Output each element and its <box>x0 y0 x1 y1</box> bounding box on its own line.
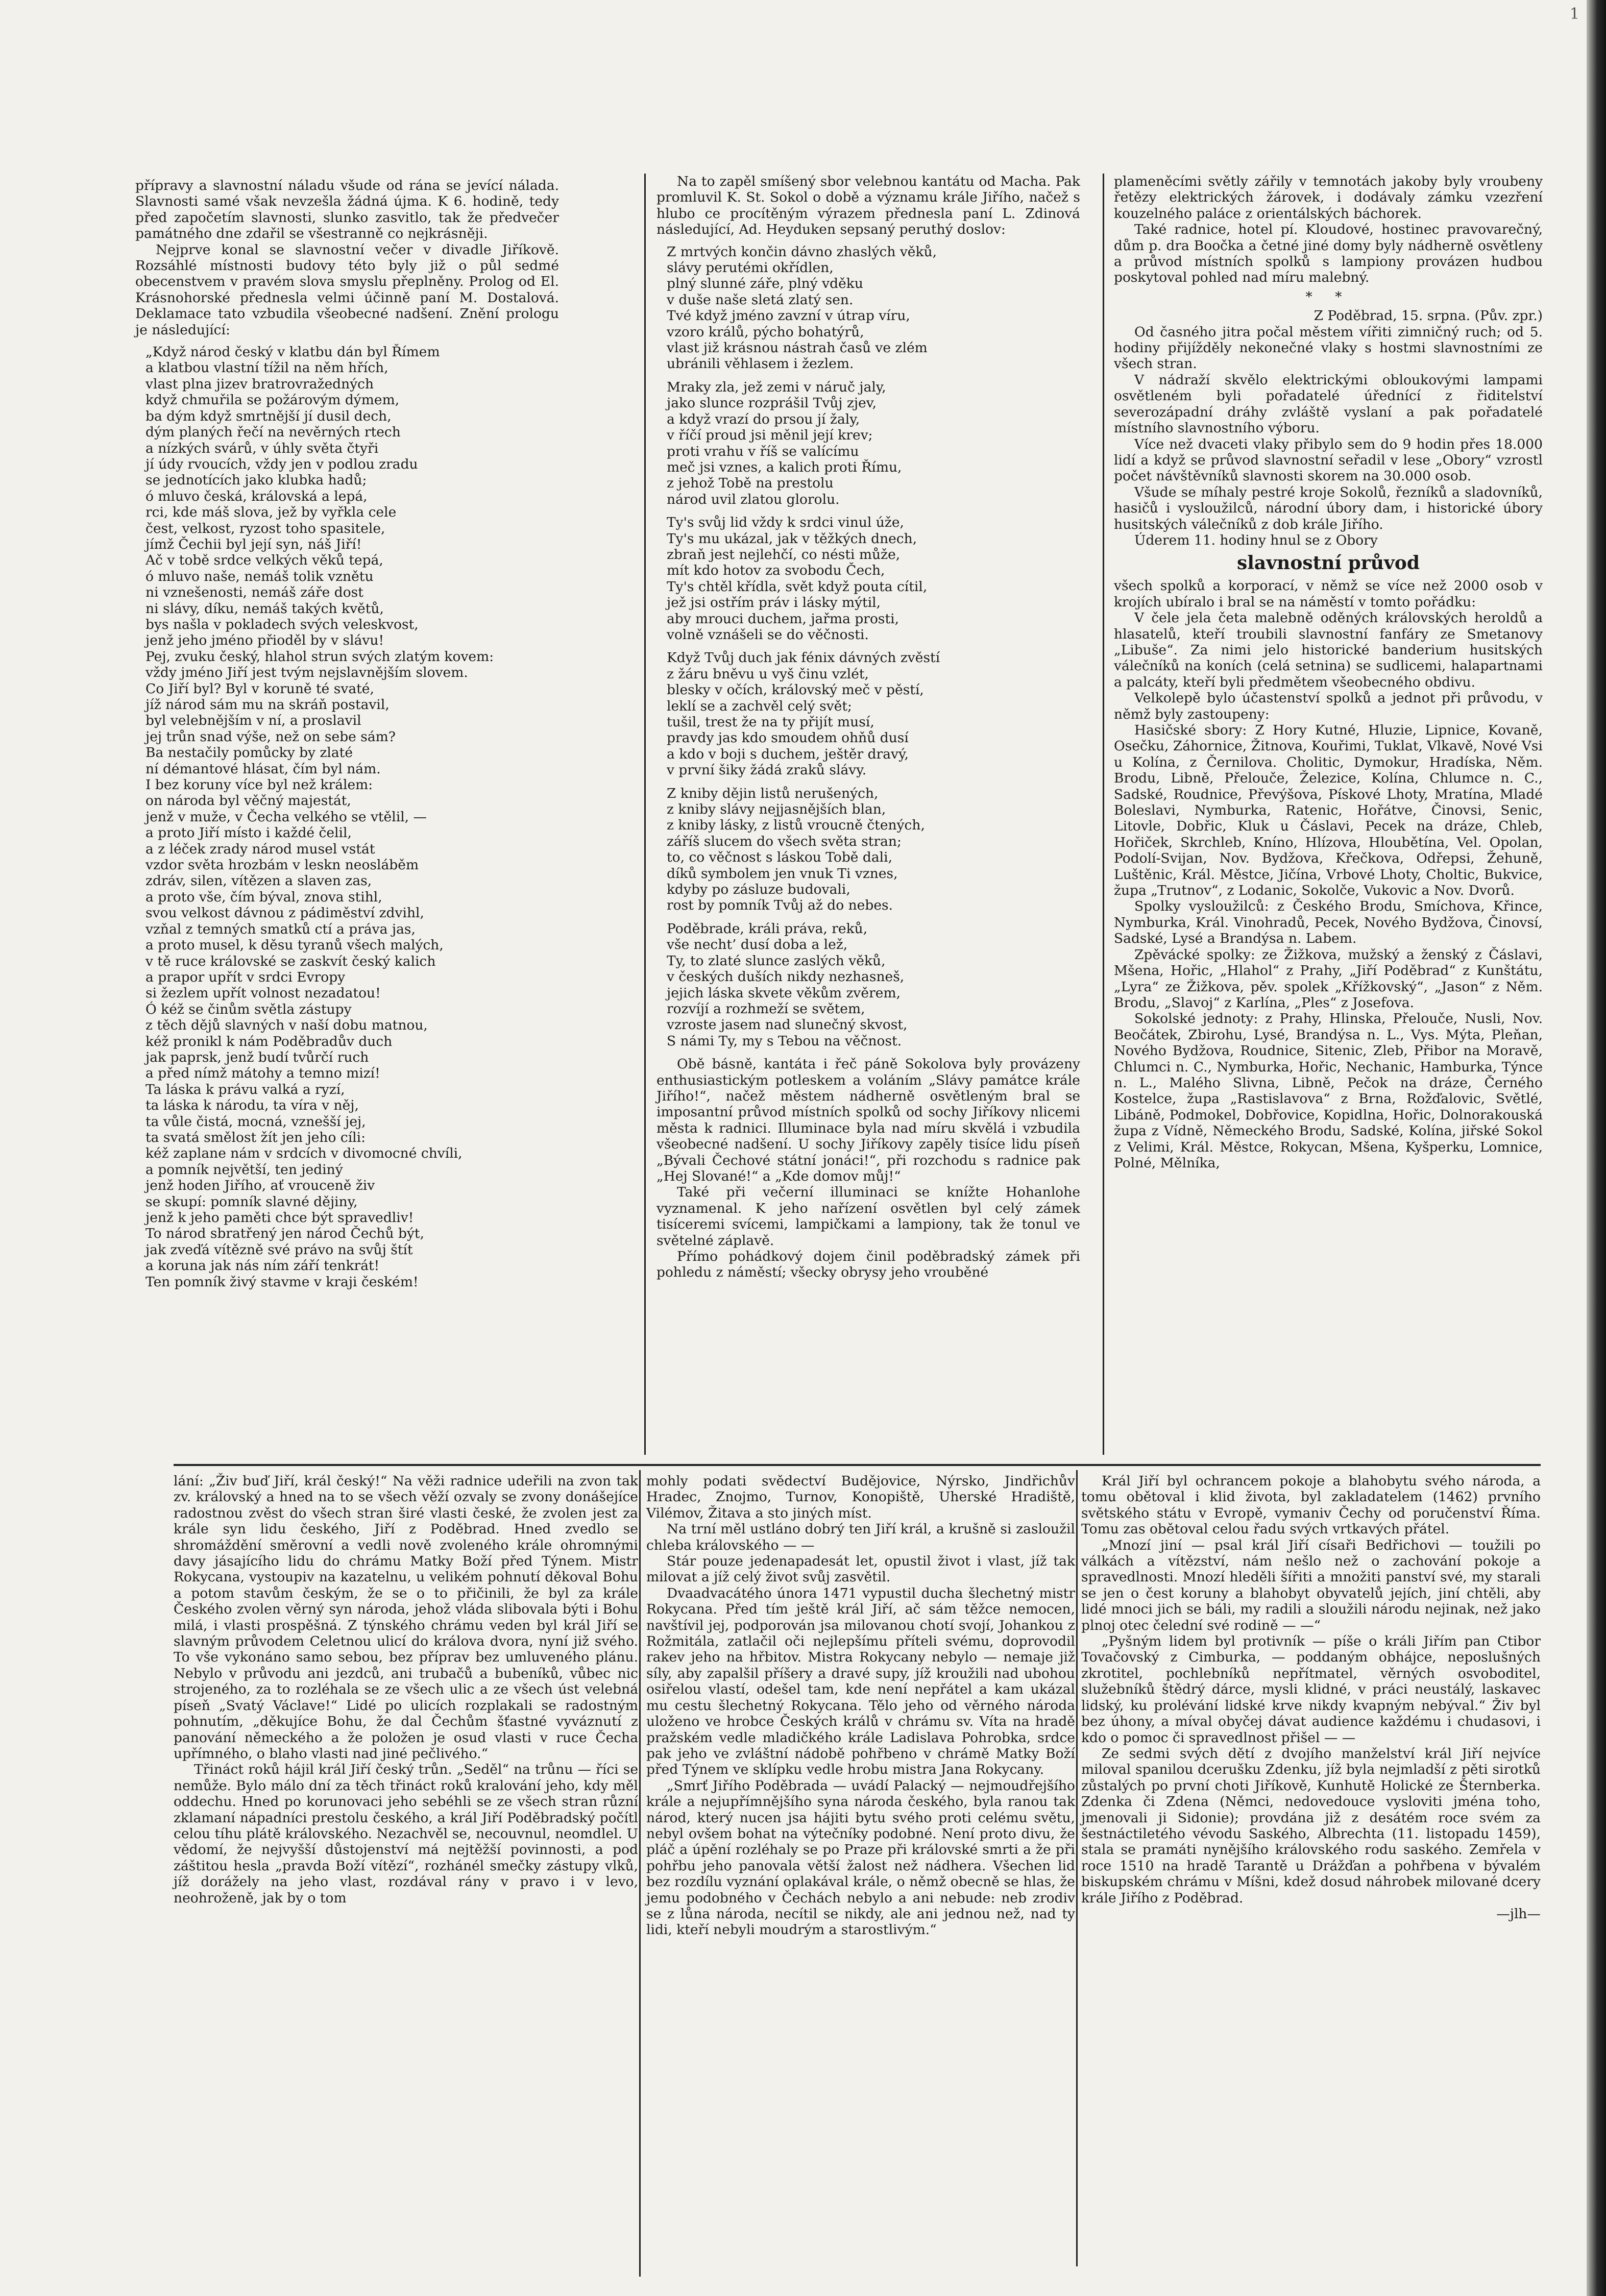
paragraph: Na trní měl ustláno dobrý ten Jiří král, a krušně si zasloužil chleba královského — — <box>646 1521 1075 1553</box>
paragraph: Zpěvácké spolky: ze Žižkova, mužský a ženský z Čáslavi, Mšena, Hořic, „Hlahol“ z Prahy, „Jiří Poděbrad“ z Kunštátu, „Lyra“ ze Žižkova, pěv. spolek „Křížkovský“, „Jason“ z Něm. Brodu, „Slavoj“ z Karlína, „Ples“ z Josefova. <box>1114 946 1543 1011</box>
paragraph: Král Jiří byl ochrancem pokoje a blahobytu svého národa, a tomu obětoval i klid života, byl zakladatelem (1462) prvního světského státu v Evropě, vymaniv Čechy od poručenství Říma. Tomu zas obětoval celou řadu svých vrtkavých přátel. <box>1081 1473 1541 1537</box>
poem-stanza: Když Tvůj duch jak fénix dávných zvěstí z žáru bněvu u vyš činu vzlét, blesky v očích, královský meč v pěstí, leklí se a zachvěl celý svět; tušil, trest že na ty přijít musí, pravdy jas kdo smoudem ohňů dusí a kdo v boji s duchem, ještěr dravý, v první šiky žádá zraků slávy. <box>667 650 940 778</box>
lower-column-3 <box>1081 1473 1541 1922</box>
upper-column-2 <box>656 174 1080 1281</box>
paragraph: Nejprve konal se slavnostní večer v divadle Jiříkově. Rozsáhlé místnosti budovy této byly již o půl sedmé obecenstvem v pravém slova smyslu přeplněny. Prolog od El. Krásnohorské přednesla velmi účinně paní M. Dostalová. Deklamace tato vzbudila všeobecné nadšení. Znění prologu je následující: <box>135 241 559 338</box>
paragraph: Velkolepě bylo účastenství spolků a jednot při průvodu, v němž byly zastoupeny: <box>1114 690 1543 722</box>
poem-stanza: Mraky zla, jež zemi v náruč jaly, jako slunce rozprášil Tvůj zjev, a když vrazí do prsou jí žaly, v říčí proud jsi měnil její krev; proti vrahu v říš se valícímu meč jsi vznes, a kalich proti Římu, z jehož Tobě na prestolu národ uvil zlatou glorolu. <box>667 379 902 507</box>
upper-column-1 <box>135 178 559 1297</box>
paragraph: Obě básně, kantáta i řeč páně Sokolova byly provázeny enthusiastickým potleskem a voláním „Slávy památce krále Jiřího!“, načež městem nádherně osvětleným bral se imposantní průvod místních spolků od sochy Jiříkovy nlicemi města k radnici. Illuminace byla nad míru skvělá i vzbudila všeobecné nadšení. U sochy Jiříkovy zapěly tisíce lidu píseň „Bývali Čechové státní jonáci!“, při rozchodu s radnice pak „Hej Slované!“ a „Kde domov můj!“ <box>656 1056 1080 1184</box>
paragraph: „Smrť Jiřího Poděbrada — uvádí Palacký — nejmoudřejšího krále a nejupřímnějšího syna národa českého, byla ranou tak národ, který nucen jsa hájiti bytu svého proti celému světu, nebyl ovšem bohat na výtečníky podobné. Není proto divu, že pláč a úpění rozléhaly se po Praze při královské smrti a že při pohřbu jeho panovala větší žalost než nádhera. Všechen lid bez rozdílu vyznání oplakával krále, o němž obecně se hlas, že jemu podobného v Čechách nebylo a ani nebude: neb zrodiv se z lůna národa, necítil se nikdy, ale ani jednou než, nad ty lidi, kteří nebyli moudrým a starostlivým.“ <box>646 1777 1075 1938</box>
paragraph: V čele jela četa malebně oděných královských heroldů a hlasatelů, kteří troubili slavnostní fanfáry ze Smetanovy „Libuše“. Za nimi jelo historické banderium husitských válečníků na koních (celá setnina) se sudlicemi, halapartnami a palcáty, kteří byli předmětem všeobecného obdivu. <box>1114 610 1543 690</box>
paragraph: Hasičské sbory: Z Hory Kutné, Hluzie, Lipnice, Kovaně, Osečku, Záhornice, Žitnova, Kouřimi, Tuklat, Vlkavě, Nové Vsi u Kolína, z Černilova. Cholitic, Dymokur, Hradíska, Něm. Brodu, Libně, Přelouče, Železice, Kolína, Chlumce n. C., Sadské, Roudnice, Převýšova, Pískové Lhoty, Mratína, Mladé Boleslavi, Nymburka, Ratenic, Hořátve, Činovsi, Senic, Litovle, Dobřic, Kluk u Čáslavi, Pecek na dráze, Chleb, Hořiček, Skrchleb, Kníno, Hlízova, Hloubětína, Vel. Opolan, Podolí-Svijan, Nov. Bydžova, Křečkova, Odřepsi, Žehuně, Luštěnic, Král. Městce, Jičína, Vrbové Lhoty, Choltic, Bukvice, župa „Trutnov“, z Lodanic, Sokolče, Vukovic a Nov. Dvorů. <box>1114 722 1543 899</box>
paragraph: Také radnice, hotel pí. Kloudové, hostinec pravovarečný, dům p. dra Boočka a četné jiné domy byly nádherně osvětleny a průvod místních spolků s lampiony provázen hudbou poskytoval pohled nad míru malebný. <box>1114 222 1543 286</box>
poem-stanza: Poděbrade, králi práva, reků, vše necht’ dusí doba a lež, Ty, to zlaté slunce zaslých věků, v českých duších nikdy nezhasneš, jejich láska skvete věkům zvěrem, rozvíjí a rozhmeží se světem, vzroste jasem nad slunečný skvost, S námi Ty, my s Tebou na věčnost. <box>667 920 908 1049</box>
lower-column-1 <box>174 1473 638 1906</box>
upper-column-3 <box>1114 174 1543 1171</box>
paragraph: Spolky vysloužilců: z Českého Brodu, Smíchova, Křince, Nymburka, Král. Vinohradů, Pecek, Nového Bydžova, Činovsí, Sadské, Lysé a Brandýsa n. Labem. <box>1114 898 1543 947</box>
paragraph: Od časného jitra počal městem vířiti zimničný ruch; od 5. hodiny přijížděly nekonečné vlaky s hostmi slavnostními ze všech stran. <box>1114 324 1543 372</box>
paragraph: mohly podati svědectví Budějovice, Nýrsko, Jindřichův Hradec, Znojmo, Turnov, Konopiště, Uherské Hradiště, Vilémov, Žitava a sto jiných míst. <box>646 1473 1075 1521</box>
section-heading: slavnostní průvod <box>1236 552 1420 574</box>
paragraph: přípravy a slavnostní náladu všude od rána se jevící nálada. Slavnosti samé však nevzešla žádná újma. K 6. hodině, tedy před započetím slavnosti, slunko zasvitlo, tak že předvečer památného dne zdařil se všestranně co nejkrásněji. <box>135 178 559 242</box>
paragraph: Také při večerní illuminaci se knížte Hohanlohe vyznamenal. K jeho nařízení osvětlen byl celý zámek tisíceremi svícemi, lampičkami a lampiony, tak že tonul ve světelné záplavě. <box>656 1184 1080 1249</box>
author-signature: —jlh— <box>1496 1906 1541 1922</box>
paragraph: Dvaadvacátého února 1471 vypustil ducha šlechetný mistr Rokycana. Před tím ještě král Jiří, ač sám těžce nemocen, navštívil jej, podporován jsa milovanou chotí svojí, Johankou z Rožmitála, zatlačil oči nejlepšímu příteli svému, doprovodil rakev jeho na hřbitov. Mistra Rokycany nebylo — nemaje již síly, aby zapalšil příšery a dravé supy, jíž kroužili nad ubohou osiřelou vlastí, odešel tam, kde není nepřátel a kam ukázal mu cestu šlechetný Rokycana. Tělo jeho od věrného národa uloženo ve hrobce Českých králů v chrámu sv. Víta na hradě pražském vedle mladičkého krále Ladislava Pohrobka, srdce pak jeho ve zvláštní nádobě pohřbeno v chrámě Matky Boží před Týnem ve sklípku vedle hrobu mistra Jana Rokycany. <box>646 1585 1075 1778</box>
scan-edge <box>1587 0 1606 2296</box>
poem-stanza: Z kniby dějin listů nerušených, z kniby slávy nejjasnějších blan, z kniby lásky, z listů vroucně čtených, záříš slucem do všech světa stran; to, co věčnost s láskou Tobě dali, díků symbolem jen vnuk Ti vznes, kdyby po zásluze budovali, rost by pomník Tvůj až do nebes. <box>667 785 925 914</box>
paragraph: všech spolků a korporací, v němž se více než 2000 osob v krojích ubíralo i bral se na náměstí v tomto pořádku: <box>1114 578 1543 610</box>
paragraph: V nádraží skvělo elektrickými obloukovými lampami osvětleném byli pořadatelé úřednící z řiditelství severozápadní dráhy zvláště vyslaní a pak pořadatelé místního slavnostního výboru. <box>1114 372 1543 436</box>
paragraph: Přímo pohádkový dojem činil poděbradský zámek při pohledu z náměstí; všecky obrysy jeho vrouběné <box>656 1249 1080 1281</box>
paragraph: Více než dvaceti vlaky přibylo sem do 9 hodin přes 18.000 lidí a když se průvod slavnostní seřadil v lese „Obory“ vzrostl počet návštěvníků slavnosti skorem na 30.000 osob. <box>1114 436 1543 484</box>
section-stars: * * <box>1305 288 1351 305</box>
column-divider <box>1103 174 1104 1455</box>
paragraph: „Mnozí jiní — psal král Jiří císaři Bedřichovi — toužili po válkách a vítězství, nám nešlo než o zachování pokoje a spravedlnosti. Mnozí hleděli šířiti a množiti panství své, my starali se jen o čest koruny a blahobyt obyvatelů jejích, jiní chtěli, aby lidé mnoci jich se báli, my radili a sloužili národu nejinak, než jako plnoj otec čelední své rodině — —“ <box>1081 1537 1541 1633</box>
paragraph: Stár pouze jedenapadesát let, opustil život i vlast, jíž tak milovat a jíž celý život svůj zasvětil. <box>646 1553 1075 1585</box>
paragraph: Sokolské jednoty: z Prahy, Hlinska, Přelouče, Nusli, Nov. Beočátek, Zbirohu, Lysé, Brandýsa n. L., Vys. Mýta, Pleňan, Nového Bydžova, Roudnice, Sitenic, Zleb, Přibor na Moravě, Chlumci n. C., Nymburka, Hořic, Nechanic, Hamburka, Týnce n. L., Malého Slivna, Libně, Pečok na dráze, Černého Kostelce, župa „Rastislavova“ z Brna, Rožďalovic, Světlé, Libáně, Podmokel, Dobřovice, Kopidlna, Hořic, Dolnorakouská župa z Vídně, Německého Brodu, Sadské, Kolína, jiřské Sokol z Velimi, Král. Městce, Rokycan, Mšena, Kyšperku, Lomnice, Polné, Mělníka, <box>1114 1011 1543 1171</box>
section-divider <box>1081 1464 1541 1466</box>
paragraph: „Pyšným lidem byl protivník — píše o králi Jiřím pan Ctibor Tovačovský z Cimburka, — poddaným obhájce, neposlušných zkrotitel, pochlebníků nepřítmatel, věrných osvoboditel, služebníků štědrý dárce, mysli klidné, v práci neustálý, laskavec lidský, ku prolévání lidské krve nikdy kvapným nebýval.“ Živ byl bez úhony, a míval obyčej dávat audience každému i chudasovi, i kdo o pomoc či spravedlnost přišel — — <box>1081 1633 1541 1746</box>
corner-mark: 1 <box>1569 5 1579 23</box>
column-divider <box>639 1470 641 2277</box>
paragraph: Na to zapěl smíšený sbor velebnou kantátu od Macha. Pak promluvil K. St. Sokol o době a významu krále Jiřího, načež s hlubo ce procítěným výrazem přednesla paní L. Zdinová následující, Ad. Heyduken sepsaný peruthý doslov: <box>656 174 1080 238</box>
dateline: Z Poděbrad, 15. srpna. (Pův. zpr.) <box>1313 308 1543 324</box>
poem-stanza: Ty's svůj lid vždy k srdci vinul úže, Ty's mu ukázal, jak v těžkých dnech, zbraň jest nejlehčí, co nésti může, mít kdo hotov za svobodu Čech, Ty's chtěl křídla, svět když pouta cítil, jež jsi ostřím práv i lásky mýtil, aby mrouci duchem, jařma prosti, volně vznášeli se do věčnosti. <box>667 515 928 643</box>
paragraph: lání: „Živ buď Jiří, král český!“ Na věži radnice udeřili na zvon tak zv. královský a hned na to se všech věží ozvaly se zvony donášejíce radostnou zvěst do všech stran širé vlasti české, že zvolen jest za krále syn lidu českého, Jiří z Poděbrad. Hned zvedlo se shromáždění směrovní a vedli nově zvoleného krále ohromnými davy jásajícího lidu do chrámu Matky Boží před Týnem. Mistr Rokycana, vystoupiv na kazatelnu, u velikém pohnutí děkoval Bohu a potom stavům českým, že se o to přičinili, že byl za krále Českého zvolen věrný syn národa, jehož vláda slibovala býti i Bohu milá, i vlasti prospěšná. Z týnského chrámu veden byl král Jiří se slavným průvodem Celetnou ulicí do králova dvora, nyní již svého. To vše vykonáno samo sebou, bez příprav bez umluveného plánu. Nebylo v průvodu ani jezdců, ani trubačů a bubeníků, vůbec nic strojeného, za to rozléhala se ze všech ulic a ze všech úst velebná píseň „Svatý Václave!“ Lidé po ulicích rozplakali se radostným pohnutím, „děkujíce Bohu, že dal Čechům šťastné vyváznutí z panování německého a že položen je osud vlasti v ruce Čecha upřímného, o blaho vlasti nad jiné pečlivého.“ <box>174 1473 638 1762</box>
paragraph: Třináct roků hájil král Jiří český trůn. „Seděl“ na trůnu — říci se nemůže. Bylo málo dní za těch třináct roků kralování jeho, kdy měl oddechu. Hned po korunovaci jeho sebéhli se ze všech stran různí zklamaní nápadníci prestolu českého, a král Jiří Poděbradský počítl celou tíhu plátě královského. Nezachvěl se, necouvnul, neomdlel. U vědomí, že nejvyšší důstojenství má nejtěžší povinnosti, a pod záštitou hesla „pravda Boží vítězí“, rozhánél smečky zástupy vlků, jíž dorážely na jeho vlast, rozdával rány v pravo i v levo, neohroženě, jak by o tom <box>174 1762 638 1906</box>
poem-stanza: Z mrtvých končin dávno zhaslých věků, slávy perutémi okřídlen, plný slunné záře, plný vděku v duše naše sletá zlatý sen. Tvé když jméno zavzní v útrap víru, vzoro králů, pýcho bohatýrů, vlast již krásnou nástrah časů ve zlém ubránili věhlasem i žezlem. <box>667 243 937 372</box>
paragraph: plameněcími světly zářily v temnotách jakoby byly vroubeny řetězy elektrických žárovek, i dodávaly zámku vzezření kouzelného paláce z orientálských báchorek. <box>1114 174 1543 222</box>
paragraph: Všude se míhaly pestré kroje Sokolů, řezníků a sladovníků, hasičů i vysloužilců, národní úbory dam, i historické úbory husitských válečníků z dob krále Jiřího. <box>1114 484 1543 532</box>
section-divider <box>174 1464 1082 1466</box>
paragraph: Ze sedmi svých dětí z dvojího manželství král Jiří nejvíce miloval spanilou dcerušku Zdenku, jíž byla nejmladší z pěti sirotků zůstalých po první choti Jiříkově, Kunhutě Holické ze Šternberka. Zdenka či Zdena (Němci, nedovedouce vysloviti jména toho, jmenovali ji Sidonie); provdána již z desátém roce svém za šestnáctiletého vévodu Saského, Albrechta (11. listopadu 1459), stala se pramáti nynějšího královského rodu saského. Zemřela v roce 1510 na hradě Tarantě u Drážďan a pohřbena v bývalém biskupském chrámu v Míšni, kdež dosud náhrobek milované dcery krále Jiřího z Poděbrad. <box>1081 1745 1541 1906</box>
prologue-poem: „Když národ český v klatbu dán byl Římem a klatbou vlastní tížil na něm hřích, vlast plna jizev bratrovražedných když chmuřila se požárovým dýmem, ba dým když smrtnější jí dusil dech, dým planých řečí na nevěrných rtech a nízkých svárů, v úhly světa čtyři jí údy rvoucích, vždy jen v podlou zradu se jednotících jako klubka hadů; ó mluvo česká, královská a lepá, rci, kde máš slova, jež by vyřkla cele čest, velkost, ryzost toho spasitele, jímž Čechii byl její syn, náš Jiří! Ač v tobě srdce velkých věků tepá, ó mluvo naše, nemáš tolik vznětu ni vznešenosti, nemáš záře dost ni slávy, díku, nemáš takých květů, bys našla v pokladech svých veleskvost, jenž jeho jméno přioděl by v slávu! Pej, zvuku český, hlahol strun svých zlatým kovem: vždy jméno Jiří jest tvým nejslavnějším slovem. Co Jiří byl? Byl v koruně té svaté, jíž národ sám mu na skráň postavil, byl velebnějším v ní, a proslavil jej trůn snad výše, než on sebe sám? Ba nestačily pomůcky by zlaté ní démantové hlásat, čím byl nám. I bez koruny více byl než králem: on národa byl věčný majestát, jenž v muže, v Čecha velkého se vtělil, — a proto Jiří místo i každé čelil, a z léček zrady národ musel vstát vzdor světa hrozbám v leskn neosláběm zdráv, silen, vítězen a slaven zas, a proto vše, čím býval, znova stihl, svou velkost dávnou z pádiměství zdvihl, vzňal z temných smatků ctí a práva jas, a proto musel, k děsu tyranů všech malých, v tě ruce královské se zaskvít český kalich a prapor upřít v srdci Evropy si žezlem upřít volnost nezadatou! Ó kéž se činům světla zástupy z těch dějů slavných v naší dobu matnou, kéž pronikl k nám Poděbradův duch jak paprsk, jenž budí tvůrčí ruch a před nímž mátohy a temno mizí! Ta láska k právu valká a ryzí, ta láska k národu, ta víra v něj, ta vůle čistá, mocná, vznešší jej, ta svatá smělost žít jen jeho cíli: kéž zaplane nám v srdcích v divomocné chvíli, a pomník největší, ten jediný jenž hoden Jiřího, ať vrouceně živ se skupí: pomník slavné dějiny, jenž k jeho paměti chce být spravedliv! To národ sbratřený jen národ Čechů být, jak zveďá vítězně své právo na svůj štít a koruna jak nás ním září tenkrát! Ten pomník živý stavme v kraji českém! <box>145 344 494 1290</box>
column-divider <box>1076 1470 1078 2266</box>
column-divider <box>644 174 646 1455</box>
paragraph: Úderem 11. hodiny hnul se z Obory <box>1134 532 1378 548</box>
lower-column-2 <box>646 1473 1075 1938</box>
